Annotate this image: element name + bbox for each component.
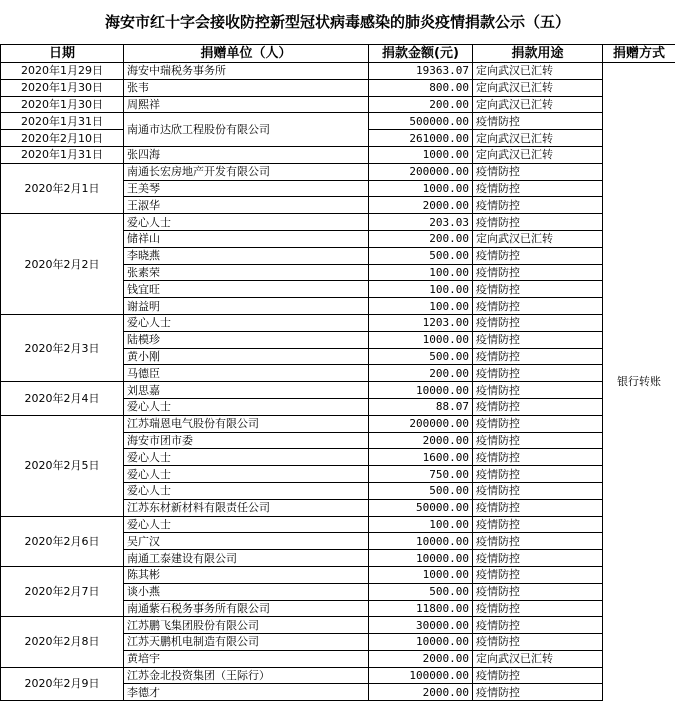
cell-amount: 500000.00 — [369, 113, 473, 130]
cell-date: 2020年2月10日 — [1, 130, 124, 147]
cell-amount: 1000.00 — [369, 180, 473, 197]
cell-donor: 南通工泰建设有限公司 — [124, 550, 369, 567]
cell-amount: 30000.00 — [369, 617, 473, 634]
cell-purpose: 疫情防控 — [473, 499, 603, 516]
cell-date: 2020年1月31日 — [1, 146, 124, 163]
cell-method: 银行转账 — [603, 63, 675, 701]
cell-date: 2020年2月9日 — [1, 667, 124, 701]
header-date: 日期 — [1, 45, 124, 63]
cell-donor: 黄小刚 — [124, 348, 369, 365]
cell-purpose: 定向武汉已汇转 — [473, 96, 603, 113]
cell-purpose: 疫情防控 — [473, 180, 603, 197]
cell-donor: 爱心人士 — [124, 466, 369, 483]
cell-donor: 吴广汉 — [124, 533, 369, 550]
cell-date: 2020年1月30日 — [1, 79, 124, 96]
cell-amount: 11800.00 — [369, 600, 473, 617]
table-row — [1, 415, 675, 432]
cell-amount: 100.00 — [369, 516, 473, 533]
cell-donor: 江苏鹏飞集团股份有限公司 — [124, 617, 369, 634]
cell-amount: 100.00 — [369, 264, 473, 281]
donation-table — [0, 44, 675, 701]
cell-amount: 2000.00 — [369, 650, 473, 667]
cell-donor: 周熙祥 — [124, 96, 369, 113]
cell-amount: 500.00 — [369, 583, 473, 600]
cell-donor: 张韦 — [124, 79, 369, 96]
cell-donor: 李德才 — [124, 684, 369, 701]
cell-donor: 张四海 — [124, 146, 369, 163]
cell-purpose: 疫情防控 — [473, 214, 603, 231]
cell-amount: 10000.00 — [369, 533, 473, 550]
cell-purpose: 疫情防控 — [473, 449, 603, 466]
cell-purpose: 疫情防控 — [473, 298, 603, 315]
cell-amount: 203.03 — [369, 214, 473, 231]
cell-donor: 海安市团市委 — [124, 432, 369, 449]
cell-purpose: 疫情防控 — [473, 634, 603, 651]
table-row — [1, 214, 675, 231]
cell-donor: 马德臣 — [124, 365, 369, 382]
cell-purpose: 定向武汉已汇转 — [473, 79, 603, 96]
cell-date: 2020年1月29日 — [1, 63, 124, 80]
cell-donor: 张素荣 — [124, 264, 369, 281]
cell-donor: 陈其彬 — [124, 566, 369, 583]
table-row — [1, 382, 675, 399]
cell-purpose: 疫情防控 — [473, 482, 603, 499]
cell-date: 2020年1月30日 — [1, 96, 124, 113]
cell-amount: 1000.00 — [369, 566, 473, 583]
cell-purpose: 定向武汉已汇转 — [473, 146, 603, 163]
cell-amount: 10000.00 — [369, 550, 473, 567]
cell-purpose: 疫情防控 — [473, 466, 603, 483]
cell-date: 2020年2月3日 — [1, 314, 124, 381]
cell-donor: 钱宜旺 — [124, 281, 369, 298]
header-method: 捐赠方式 — [603, 45, 675, 63]
cell-donor: 南通紫石税务事务所有限公司 — [124, 600, 369, 617]
table-row — [1, 96, 675, 113]
cell-donor: 陆模珍 — [124, 331, 369, 348]
cell-purpose: 疫情防控 — [473, 264, 603, 281]
cell-date: 2020年2月1日 — [1, 163, 124, 213]
table-row — [1, 79, 675, 96]
cell-amount: 1203.00 — [369, 314, 473, 331]
cell-amount: 261000.00 — [369, 130, 473, 147]
cell-donor: 爱心人士 — [124, 214, 369, 231]
cell-amount: 88.07 — [369, 398, 473, 415]
cell-amount: 2000.00 — [369, 432, 473, 449]
cell-purpose: 定向武汉已汇转 — [473, 63, 603, 80]
cell-amount: 500.00 — [369, 348, 473, 365]
cell-purpose: 疫情防控 — [473, 583, 603, 600]
cell-amount: 200.00 — [369, 96, 473, 113]
cell-amount: 1600.00 — [369, 449, 473, 466]
cell-amount: 2000.00 — [369, 197, 473, 214]
cell-purpose: 定向武汉已汇转 — [473, 650, 603, 667]
cell-donor: 王淑华 — [124, 197, 369, 214]
cell-purpose: 疫情防控 — [473, 398, 603, 415]
cell-donor: 王美琴 — [124, 180, 369, 197]
cell-donor: 爱心人士 — [124, 516, 369, 533]
cell-date: 2020年1月31日 — [1, 113, 124, 130]
cell-purpose: 疫情防控 — [473, 331, 603, 348]
cell-donor: 江苏瑞恩电气股份有限公司 — [124, 415, 369, 432]
cell-amount: 500.00 — [369, 247, 473, 264]
cell-purpose: 疫情防控 — [473, 550, 603, 567]
cell-donor: 爱心人士 — [124, 449, 369, 466]
cell-purpose: 疫情防控 — [473, 617, 603, 634]
table-row — [1, 566, 675, 583]
cell-purpose: 疫情防控 — [473, 247, 603, 264]
cell-purpose: 疫情防控 — [473, 432, 603, 449]
cell-donor: 江苏金北投资集团（王际行） — [124, 667, 369, 684]
cell-amount: 50000.00 — [369, 499, 473, 516]
cell-date: 2020年2月7日 — [1, 566, 124, 616]
cell-purpose: 定向武汉已汇转 — [473, 230, 603, 247]
cell-donor: 南通市达欣工程股份有限公司 — [124, 113, 369, 147]
cell-donor: 爱心人士 — [124, 398, 369, 415]
cell-amount: 500.00 — [369, 482, 473, 499]
cell-purpose: 疫情防控 — [473, 197, 603, 214]
cell-amount: 100.00 — [369, 281, 473, 298]
table-row — [1, 63, 675, 80]
cell-amount: 100.00 — [369, 298, 473, 315]
cell-amount: 200.00 — [369, 230, 473, 247]
cell-donor: 海安中瑞税务事务所 — [124, 63, 369, 80]
table-row — [1, 113, 675, 130]
cell-donor: 江苏天鹏机电制造有限公司 — [124, 634, 369, 651]
cell-purpose: 疫情防控 — [473, 667, 603, 684]
header-purpose: 捐款用途 — [473, 45, 603, 63]
cell-donor: 谢益明 — [124, 298, 369, 315]
header-row — [1, 45, 675, 63]
cell-donor: 爱心人士 — [124, 314, 369, 331]
table-row — [1, 314, 675, 331]
cell-purpose: 疫情防控 — [473, 314, 603, 331]
cell-purpose: 定向武汉已汇转 — [473, 130, 603, 147]
cell-donor: 李晓燕 — [124, 247, 369, 264]
cell-date: 2020年2月8日 — [1, 617, 124, 667]
cell-amount: 10000.00 — [369, 634, 473, 651]
cell-purpose: 疫情防控 — [473, 415, 603, 432]
cell-donor: 黄培宇 — [124, 650, 369, 667]
cell-amount: 200.00 — [369, 365, 473, 382]
table-row — [1, 146, 675, 163]
page-title: 海安市红十字会接收防控新型冠状病毒感染的肺炎疫情捐款公示（五） — [0, 0, 675, 44]
cell-amount: 19363.07 — [369, 63, 473, 80]
cell-donor: 储祥山 — [124, 230, 369, 247]
cell-amount: 10000.00 — [369, 382, 473, 399]
cell-date: 2020年2月2日 — [1, 214, 124, 315]
header-donor: 捐赠单位（人） — [124, 45, 369, 63]
cell-purpose: 疫情防控 — [473, 516, 603, 533]
cell-purpose: 疫情防控 — [473, 533, 603, 550]
cell-purpose: 疫情防控 — [473, 163, 603, 180]
cell-date: 2020年2月5日 — [1, 415, 124, 516]
cell-amount: 1000.00 — [369, 331, 473, 348]
cell-purpose: 疫情防控 — [473, 365, 603, 382]
cell-donor: 江苏东材新材料有限责任公司 — [124, 499, 369, 516]
cell-amount: 800.00 — [369, 79, 473, 96]
cell-date: 2020年2月4日 — [1, 382, 124, 416]
table-row — [1, 163, 675, 180]
cell-donor: 南通长宏房地产开发有限公司 — [124, 163, 369, 180]
table-row — [1, 667, 675, 684]
table-body — [1, 63, 675, 701]
cell-purpose: 疫情防控 — [473, 684, 603, 701]
cell-amount: 200000.00 — [369, 415, 473, 432]
cell-purpose: 疫情防控 — [473, 566, 603, 583]
cell-purpose: 疫情防控 — [473, 113, 603, 130]
cell-purpose: 疫情防控 — [473, 348, 603, 365]
cell-purpose: 疫情防控 — [473, 382, 603, 399]
cell-amount: 1000.00 — [369, 146, 473, 163]
header-amount: 捐款金额(元) — [369, 45, 473, 63]
cell-amount: 200000.00 — [369, 163, 473, 180]
cell-purpose: 疫情防控 — [473, 281, 603, 298]
cell-donor: 谈小燕 — [124, 583, 369, 600]
cell-donor: 爱心人士 — [124, 482, 369, 499]
cell-amount: 100000.00 — [369, 667, 473, 684]
table-row — [1, 617, 675, 634]
cell-purpose: 疫情防控 — [473, 600, 603, 617]
cell-date: 2020年2月6日 — [1, 516, 124, 566]
cell-amount: 750.00 — [369, 466, 473, 483]
cell-donor: 刘思嘉 — [124, 382, 369, 399]
cell-amount: 2000.00 — [369, 684, 473, 701]
table-row — [1, 516, 675, 533]
